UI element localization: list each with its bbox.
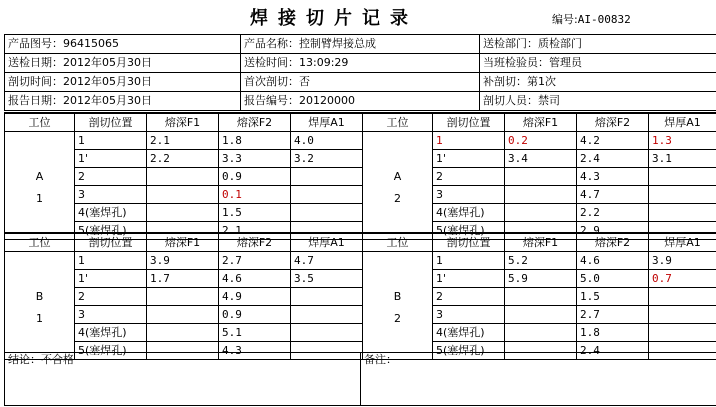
depth-f2-cell: 0.9	[219, 306, 291, 324]
info-label: 送检部门：	[483, 37, 538, 50]
depth-f1-cell	[147, 288, 219, 306]
thick-a1-cell	[649, 186, 716, 204]
cut-position-cell: 2	[433, 168, 505, 186]
thick-a1-cell: 0.7	[649, 270, 716, 288]
thick-a1-cell	[291, 288, 363, 306]
depth-f2-cell: 4.6	[577, 252, 649, 270]
depth-f2-cell: 2.2	[577, 204, 649, 222]
depth-f2-cell: 3.3	[219, 150, 291, 168]
conclusion-cell	[5, 353, 361, 406]
cut-position-cell: 4(塞焊孔)	[75, 204, 147, 222]
info-cell	[241, 54, 480, 73]
depth-f2-cell: 5.1	[219, 324, 291, 342]
thick-a1-cell: 4.7	[291, 252, 363, 270]
info-cell	[480, 35, 716, 54]
cut-position-cell: 3	[75, 306, 147, 324]
info-label: 当班检验员：	[483, 56, 549, 69]
station-number: 2	[394, 311, 401, 325]
cut-position-cell: 1	[75, 132, 147, 150]
thick-a1-cell: 3.9	[649, 252, 716, 270]
column-header: 熔深F1	[147, 113, 219, 132]
depth-f1-cell	[505, 288, 577, 306]
info-label: 补剖切：	[483, 75, 527, 88]
table-row	[5, 252, 716, 270]
depth-f2-cell: 1.8	[577, 324, 649, 342]
cut-position-cell: 1	[75, 252, 147, 270]
remark-cell	[361, 353, 716, 406]
column-header: 熔深F1	[147, 233, 219, 252]
table-row	[5, 306, 716, 324]
report-title: 焊接切片记录	[250, 8, 418, 29]
cut-position-cell: 3	[75, 186, 147, 204]
info-value: 控制臂焊接总成	[299, 37, 376, 50]
table-row	[5, 132, 716, 150]
info-cell	[480, 73, 716, 92]
column-header: 剖切位置	[75, 113, 147, 132]
column-header: 熔深F2	[219, 233, 291, 252]
depth-f1-cell	[505, 168, 577, 186]
depth-f1-cell	[147, 306, 219, 324]
info-label: 送检日期：	[8, 56, 63, 69]
info-value: 20120000	[299, 94, 355, 107]
thick-a1-cell	[649, 204, 716, 222]
column-header: 熔深F2	[577, 233, 649, 252]
depth-f2-cell: 1.5	[219, 204, 291, 222]
report-header	[0, 0, 716, 34]
info-label: 送检时间：	[244, 56, 299, 69]
depth-f2-cell: 2.4	[577, 342, 649, 360]
depth-f2-cell: 5.0	[577, 270, 649, 288]
depth-f2-cell: 2.1	[219, 222, 291, 240]
depth-f1-cell	[505, 204, 577, 222]
cut-position-cell: 1'	[75, 150, 147, 168]
station-number: 2	[394, 191, 401, 205]
depth-f1-cell: 5.9	[505, 270, 577, 288]
column-header: 焊厚A1	[649, 233, 716, 252]
thick-a1-cell	[649, 306, 716, 324]
info-label: 首次剖切：	[244, 75, 299, 88]
depth-f1-cell	[505, 324, 577, 342]
depth-f1-cell	[505, 186, 577, 204]
grid-station-a	[4, 112, 716, 240]
thick-a1-cell	[649, 288, 716, 306]
info-cell	[241, 92, 480, 111]
depth-f2-cell: 0.9	[219, 168, 291, 186]
grid-header-row	[5, 113, 716, 132]
info-label: 报告编号：	[244, 94, 299, 107]
report-code	[552, 11, 631, 27]
info-label: 剖切人员：	[483, 94, 538, 107]
column-header: 工位	[363, 113, 433, 132]
info-value: 2012年05月30日	[63, 56, 152, 69]
thick-a1-cell: 3.5	[291, 270, 363, 288]
info-value: 否	[299, 75, 310, 88]
table-row	[5, 270, 716, 288]
depth-f2-cell: 2.4	[577, 150, 649, 168]
depth-f2-cell: 2.7	[577, 306, 649, 324]
info-row	[5, 54, 716, 73]
table-row	[5, 288, 716, 306]
column-header: 焊厚A1	[291, 233, 363, 252]
cut-position-cell: 5(塞焊孔)	[75, 222, 147, 240]
table-row	[5, 168, 716, 186]
column-header: 焊厚A1	[649, 113, 716, 132]
column-header: 熔深F2	[219, 113, 291, 132]
thick-a1-cell	[291, 168, 363, 186]
info-cell	[241, 73, 480, 92]
thick-a1-cell	[649, 324, 716, 342]
info-value: 2012年05月30日	[63, 75, 152, 88]
info-table	[4, 34, 716, 111]
station-cell	[5, 252, 75, 360]
column-header: 熔深F1	[505, 113, 577, 132]
report-code-value: AI-00832	[577, 13, 631, 26]
column-header: 焊厚A1	[291, 113, 363, 132]
report-code-label: 编号:	[552, 13, 578, 26]
station-letter: A	[35, 169, 44, 183]
depth-f1-cell	[147, 168, 219, 186]
column-header: 熔深F1	[505, 233, 577, 252]
info-cell	[5, 35, 241, 54]
thick-a1-cell	[649, 168, 716, 186]
info-cell	[5, 73, 241, 92]
depth-f1-cell	[505, 306, 577, 324]
cut-position-cell: 1'	[433, 270, 505, 288]
depth-f1-cell: 2.1	[147, 132, 219, 150]
depth-f1-cell: 2.2	[147, 150, 219, 168]
depth-f1-cell: 3.4	[505, 150, 577, 168]
depth-f1-cell	[147, 324, 219, 342]
info-row	[5, 92, 716, 111]
station-cell	[5, 132, 75, 240]
depth-f2-cell: 4.7	[577, 186, 649, 204]
cut-position-cell: 1'	[75, 270, 147, 288]
cut-position-cell: 5(塞焊孔)	[75, 342, 147, 360]
thick-a1-cell: 3.2	[291, 150, 363, 168]
depth-f2-cell: 4.3	[577, 168, 649, 186]
thick-a1-cell	[291, 204, 363, 222]
info-label: 产品图号：	[8, 37, 63, 50]
info-value: 2012年05月30日	[63, 94, 152, 107]
depth-f2-cell: 0.1	[219, 186, 291, 204]
cut-position-cell: 2	[75, 288, 147, 306]
grid-station-b	[4, 232, 716, 360]
station-number: 1	[36, 311, 43, 325]
depth-f2-cell: 4.3	[219, 342, 291, 360]
grid-header-row	[5, 233, 716, 252]
depth-f2-cell: 4.6	[219, 270, 291, 288]
station-letter: B	[393, 289, 402, 303]
column-header: 工位	[5, 233, 75, 252]
depth-f1-cell: 5.2	[505, 252, 577, 270]
info-row	[5, 35, 716, 54]
cut-position-cell: 1'	[433, 150, 505, 168]
thick-a1-cell: 3.1	[649, 150, 716, 168]
info-cell	[480, 54, 716, 73]
cut-position-cell: 5(塞焊孔)	[433, 342, 505, 360]
thick-a1-cell	[291, 306, 363, 324]
cut-position-cell: 1	[433, 132, 505, 150]
depth-f2-cell: 2.9	[577, 222, 649, 240]
info-value: 13:09:29	[299, 56, 349, 69]
station-cell	[363, 132, 433, 240]
info-cell	[480, 92, 716, 111]
info-label: 报告日期：	[8, 94, 63, 107]
depth-f1-cell: 1.7	[147, 270, 219, 288]
info-value: 禁司	[538, 94, 560, 107]
column-header: 剖切位置	[75, 233, 147, 252]
column-header: 剖切位置	[433, 113, 505, 132]
depth-f2-cell: 4.2	[577, 132, 649, 150]
conclusion-value: 不合格	[41, 353, 74, 366]
station-letter: A	[393, 169, 402, 183]
cut-position-cell: 5(塞焊孔)	[433, 222, 505, 240]
remark-label: 备注：	[364, 353, 397, 366]
cut-position-cell: 4(塞焊孔)	[433, 324, 505, 342]
thick-a1-cell	[291, 186, 363, 204]
cut-position-cell: 4(塞焊孔)	[433, 204, 505, 222]
column-header: 工位	[363, 233, 433, 252]
depth-f1-cell: 3.9	[147, 252, 219, 270]
info-cell	[241, 35, 480, 54]
conclusion-table	[4, 352, 716, 406]
table-row	[5, 150, 716, 168]
cut-position-cell: 2	[75, 168, 147, 186]
table-row	[5, 204, 716, 222]
cut-position-cell: 3	[433, 306, 505, 324]
thick-a1-cell: 4.0	[291, 132, 363, 150]
depth-f1-cell	[147, 204, 219, 222]
info-label: 产品名称：	[244, 37, 299, 50]
station-cell	[363, 252, 433, 360]
column-header: 熔深F2	[577, 113, 649, 132]
cut-position-cell: 2	[433, 288, 505, 306]
info-cell	[5, 92, 241, 111]
thick-a1-cell: 1.3	[649, 132, 716, 150]
column-header: 工位	[5, 113, 75, 132]
depth-f1-cell	[147, 186, 219, 204]
info-value: 质检部门	[538, 37, 582, 50]
thick-a1-cell	[291, 324, 363, 342]
station-number: 1	[36, 191, 43, 205]
info-cell	[5, 54, 241, 73]
depth-f2-cell: 1.5	[577, 288, 649, 306]
station-letter: B	[35, 289, 44, 303]
conclusion-label: 结论：	[8, 353, 41, 366]
cut-position-cell: 4(塞焊孔)	[75, 324, 147, 342]
cut-position-cell: 3	[433, 186, 505, 204]
info-label: 剖切时间：	[8, 75, 63, 88]
depth-f2-cell: 1.8	[219, 132, 291, 150]
info-row	[5, 73, 716, 92]
info-value: 96415065	[63, 37, 119, 50]
table-row	[5, 324, 716, 342]
depth-f1-cell: 0.2	[505, 132, 577, 150]
depth-f2-cell: 4.9	[219, 288, 291, 306]
table-row	[5, 186, 716, 204]
column-header: 剖切位置	[433, 233, 505, 252]
info-value: 第1次	[527, 75, 556, 88]
info-value: 管理员	[549, 56, 582, 69]
depth-f2-cell: 2.7	[219, 252, 291, 270]
cut-position-cell: 1	[433, 252, 505, 270]
